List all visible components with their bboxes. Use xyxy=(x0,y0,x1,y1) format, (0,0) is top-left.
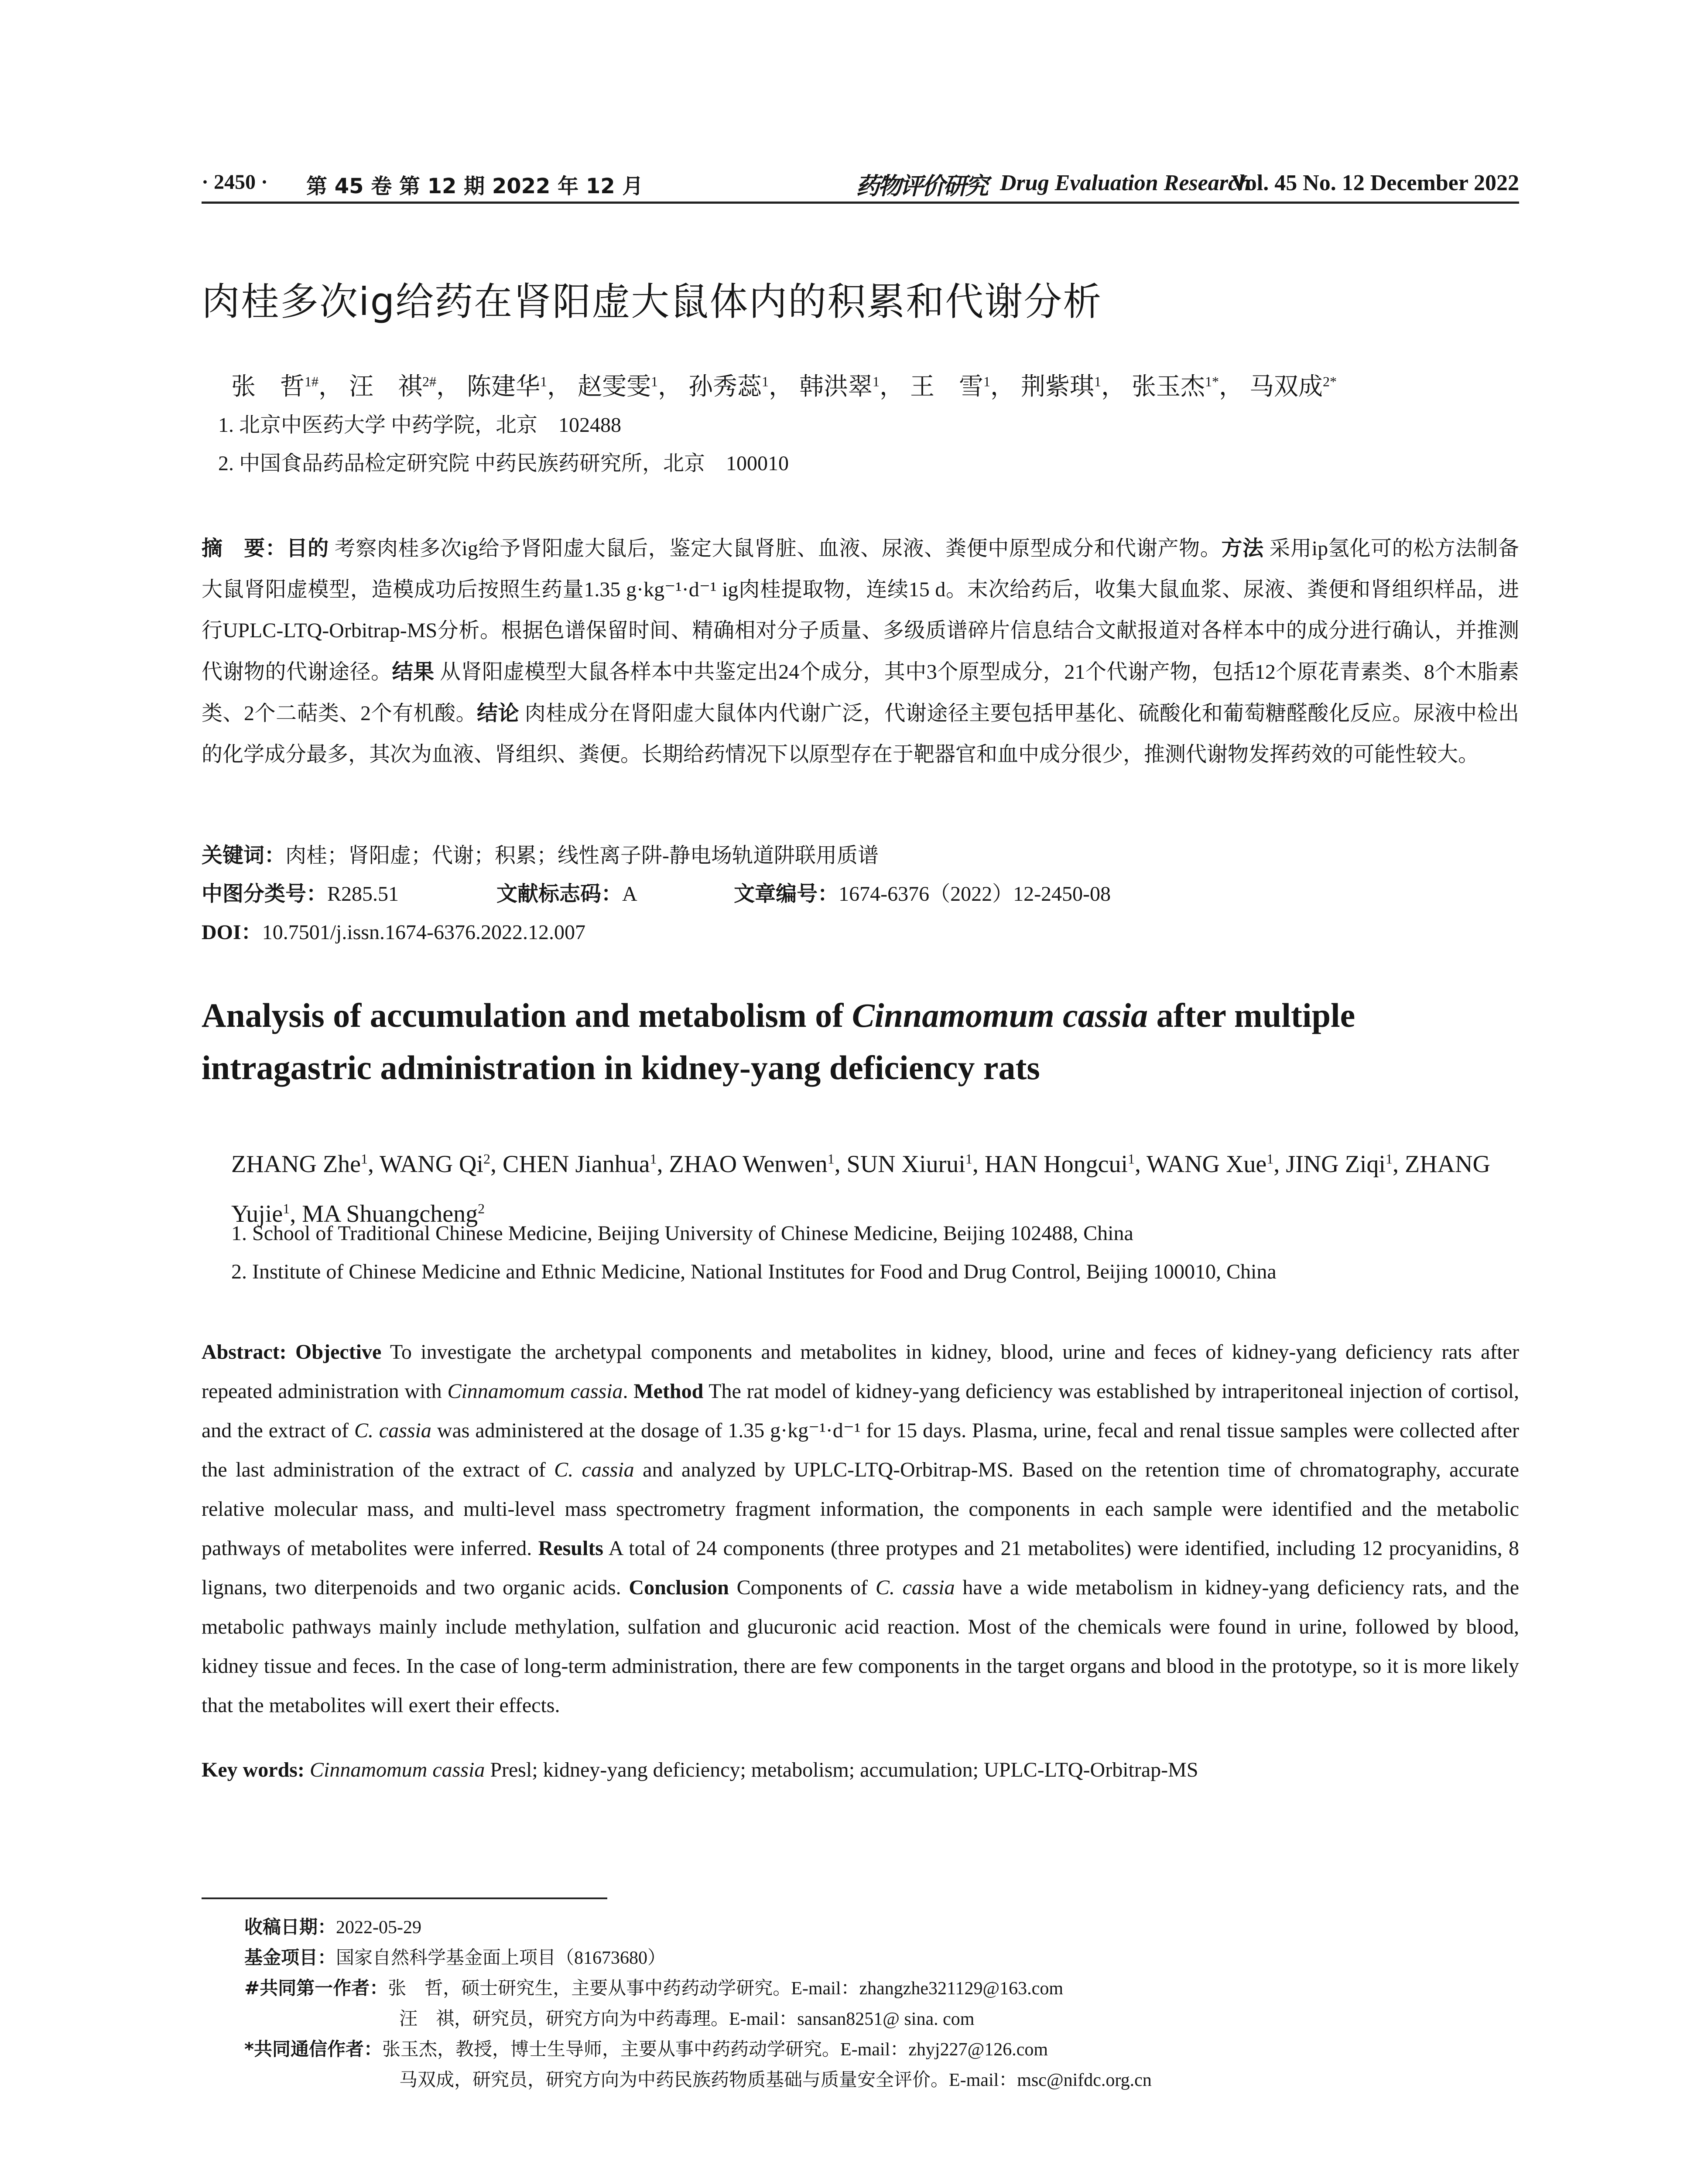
species-name: Cinnamomum cassia xyxy=(309,1758,485,1781)
objective-label-zh: 目的 xyxy=(286,536,329,561)
affiliation-zh-2: 2. 中国食品药品检定研究院 中药民族药研究所，北京 100010 xyxy=(218,452,789,475)
abstract-zh xyxy=(202,528,1519,775)
author-en: ZHANG Yujie$^1$ xyxy=(231,1150,1490,1228)
author-en: WANG Qi$^2$ xyxy=(380,1150,491,1178)
footnote-corresponding-author-2: 马双成，研究员，研究方向为中药民族药物质基础与质量安全评价。E-mail：msc@nifdc.org.cn xyxy=(399,2070,1152,2090)
species-name: Cinnamomum cassia xyxy=(447,1380,623,1403)
species-name: Cinnamomum cassia xyxy=(852,996,1148,1034)
journal-name-en: Drug Evaluation Research xyxy=(1000,171,1251,195)
author-zh: 张 哲$^{1\#}$ xyxy=(231,373,318,400)
author-zh: 马双成$^{2*}$ xyxy=(1249,373,1337,400)
author-en: HAN Hongcui$^1$ xyxy=(984,1150,1135,1178)
keywords-zh-text: 肉桂；肾阳虚；代谢；积累；线性离子阱-静电场轨道阱联用质谱 xyxy=(285,844,879,867)
classification-line xyxy=(202,877,1111,907)
conclusion-label-en: Conclusion xyxy=(629,1576,729,1599)
doi-value[interactable]: 10.7501/j.issn.1674-6376.2022.12.007 xyxy=(262,921,586,944)
doc-code-value: A xyxy=(622,882,637,906)
footnote-fund: 基金项目：国家自然科学基金面上项目（81673680） xyxy=(244,1947,666,1968)
abstract-en-label: Abstract: xyxy=(202,1340,296,1364)
author-zh: 韩洪翠$^1$ xyxy=(799,373,880,400)
author-zh: 荆紫琪$^1$ xyxy=(1021,373,1101,400)
keywords-en-label: Key words: xyxy=(202,1758,310,1781)
article-no-value: 1674-6376（2022）12-2450-08 xyxy=(839,882,1111,906)
doi-label: DOI： xyxy=(202,921,262,944)
footnote-corresponding-author: *共同通信作者：张玉杰，教授，博士生导师，主要从事中药药动学研究。E-mail：zhyj227@126.com xyxy=(244,2038,1048,2060)
footnote-received: 收稿日期：2022-05-29 xyxy=(244,1916,421,1938)
author-en: SUN Xiurui$^1$ xyxy=(846,1150,972,1178)
species-name: C. cassia xyxy=(554,1458,634,1481)
author-en: JING Ziqi$^1$ xyxy=(1286,1150,1393,1178)
volume-info-en: Vol. 45 No. 12 December 2022 xyxy=(1231,171,1519,195)
results-label-en: Results xyxy=(538,1537,603,1560)
species-name: C. cassia xyxy=(354,1419,431,1442)
footnote-cofirst-author-2: 汪 祺，研究员，研究方向为中药毒理。E-mail：sansan8251@ sina. com xyxy=(399,2009,975,2029)
author-en: ZHANG Zhe$^1$ xyxy=(231,1150,368,1178)
method-label-en: Method xyxy=(633,1380,704,1403)
keywords-en xyxy=(202,1758,1198,1782)
author-list-en: ZHANG Zhe$^1$, WANG Qi$^2$, CHEN Jianhua$^1$, ZHAO Wenwen$^1$, SUN Xiurui$^1$, HAN Hongcui$^1$, WANG Xue$^1$, JING Ziqi$^1$, ZHANG Yujie$^1$, MA Shuangcheng$^2$ xyxy=(231,1150,1490,1228)
author-zh: 陈建华$^1$ xyxy=(467,373,547,400)
clc-label: 中图分类号： xyxy=(202,882,328,906)
page-number: · 2450 · xyxy=(202,171,268,194)
footnote-cofirst-author: #共同第一作者：张 哲，硕士研究生，主要从事中药药动学研究。E-mail：zhangzhe321129@163.com xyxy=(244,1977,1063,1999)
author-zh: 孙秀蕊$^1$ xyxy=(688,373,769,400)
footnote-rule xyxy=(202,1897,607,1899)
keywords-zh xyxy=(202,838,879,868)
species-name: C. cassia xyxy=(875,1576,955,1599)
journal-logo: 药物评价研究 xyxy=(856,173,987,199)
objective-label-en: Objective xyxy=(295,1340,382,1364)
affiliation-en-2: 2. Institute of Chinese Medicine and Ethnic Medicine, National Institutes for Food and Drug Control, Beijing 100010, China xyxy=(231,1260,1277,1283)
article-no-label: 文章编号： xyxy=(734,882,839,906)
keywords-en-text: Presl; kidney-yang deficiency; metabolism; accumulation; UPLC-LTQ-Orbitrap-MS xyxy=(485,1758,1198,1781)
results-label-zh: 结果 xyxy=(392,660,435,684)
author-en: MA Shuangcheng$^2$ xyxy=(302,1200,485,1228)
running-header xyxy=(202,162,1519,202)
conclusion-label-zh: 结论 xyxy=(477,701,520,725)
abstract-zh-label: 摘 要： xyxy=(202,536,287,561)
keywords-zh-label: 关键词： xyxy=(202,843,286,868)
author-list-zh: 张 哲$^{1\#}$， 汪 祺$^{2\#}$， 陈建华$^1$， 赵雯雯$^1$， 孙秀蕊$^1$， 韩洪翠$^1$， 王 雪$^1$， 荆紫琪$^1$， 张玉杰$^{1*}$， 马双成$^{2*}$ xyxy=(231,373,1337,400)
author-en: CHEN Jianhua$^1$ xyxy=(503,1150,657,1178)
objective-zh: 考察肉桂多次ig给予肾阳虚大鼠后，鉴定大鼠肾脏、血液、尿液、粪便中原型成分和代谢产物。 xyxy=(329,537,1222,560)
issue-info-zh: 第 45 卷 第 12 期 2022 年 12 月 xyxy=(306,174,643,198)
conclusion-zh: 肉桂成分在肾阳虚大鼠体内代谢广泛，代谢途径主要包括甲基化、硫酸化和葡萄糖醛酸化反应。尿液中检出的化学成分最多，其次为血液、肾组织、粪便。长期给药情况下以原型存在于靶器官和血中成分很少，推测代谢物发挥药效的可能性较大。 xyxy=(202,702,1519,766)
author-en: WANG Xue$^1$ xyxy=(1147,1150,1274,1178)
clc-value: R285.51 xyxy=(327,882,399,906)
author-zh: 王 雪$^1$ xyxy=(910,373,990,400)
affiliation-en-1: 1. School of Traditional Chinese Medicine, Beijing University of Chinese Medicine, Beijing 102488, China xyxy=(231,1222,1133,1245)
header-rule xyxy=(202,202,1519,204)
affiliation-zh-1: 1. 北京中医药大学 中药学院，北京 102488 xyxy=(218,414,622,437)
results-zh: 从肾阳虚模型大鼠各样本中共鉴定出24个成分，其中3个原型成分，21个代谢产物，包括12个原花青素类、8个木脂素类、2个二萜类、2个有机酸。 xyxy=(202,660,1519,725)
doi-line xyxy=(202,915,585,945)
abstract-en: Abstract: Objective To investigate the archetypal components and metabolites in kidney, blood, urine and feces of kidney-yang deficiency rats after repeated administration with Cinnamomum cassia. Method The rat model of kidney-yang deficiency was established by intraperitoneal injection of cortisol, and the extract of C. cassia was administered at the dosage of 1.35 g·kg⁻¹·d⁻¹ for 15 days. Plasma, urine, fecal and renal tissue samples were collected after the last administration of the extract of C. cassia and analyzed by UPLC-LTQ-Orbitrap-MS. Based on the retention time of chromatography, accurate relative molecular mass, and multi-level mass spectrometry fragment information, the components in each sample were identified and the metabolic pathways of metabolites were inferred. Results A total of 24 components (three protypes and 21 metabolites) were identified, including 12 procyanidins, 8 lignans, two diterpenoids and two organic acids. Conclusion Components of C. cassia have a wide metabolism in kidney-yang deficiency rats, and the metabolic pathways mainly include methylation, sulfation and glucuronic acid reaction. Most of the chemicals were found in urine, followed by blood, kidney tissue and feces. In the case of long-term administration, there are few components in the target organs and blood in the prototype, so it is more likely that the metabolites will exert their effects. xyxy=(202,1340,1520,1717)
author-zh: 汪 祺$^{2\#}$ xyxy=(349,373,436,400)
method-zh: 采用ip氢化可的松方法制备大鼠肾阳虚模型，造模成功后按照生药量1.35 g·kg⁻¹·d⁻¹ ig肉桂提取物，连续15 d。末次给药后，收集大鼠血浆、尿液、粪便和肾组织样品，进行UPLC-LTQ-Orbitrap-MS分析。根据色谱保留时间、精确相对分子质量、多级质谱碎片信息结合文献报道对各样本中的成分进行确认，并推测代谢物的代谢途径。 xyxy=(202,537,1519,684)
doc-code-label: 文献标志码： xyxy=(496,882,623,906)
author-zh: 张玉杰$^{1*}$ xyxy=(1132,373,1219,400)
method-label-zh: 方法 xyxy=(1221,536,1264,561)
author-zh: 赵雯雯$^1$ xyxy=(578,373,658,400)
article-title-zh: 肉桂多次ig给药在肾阳虚大鼠体内的积累和代谢分析 xyxy=(202,279,1102,324)
article-title-en: Analysis of accumulation and metabolism of Cinnamomum cassia after multiple intragastric administration in kidney-yang deficiency rats xyxy=(202,996,1355,1087)
author-en: ZHAO Wenwen$^1$ xyxy=(669,1150,835,1178)
